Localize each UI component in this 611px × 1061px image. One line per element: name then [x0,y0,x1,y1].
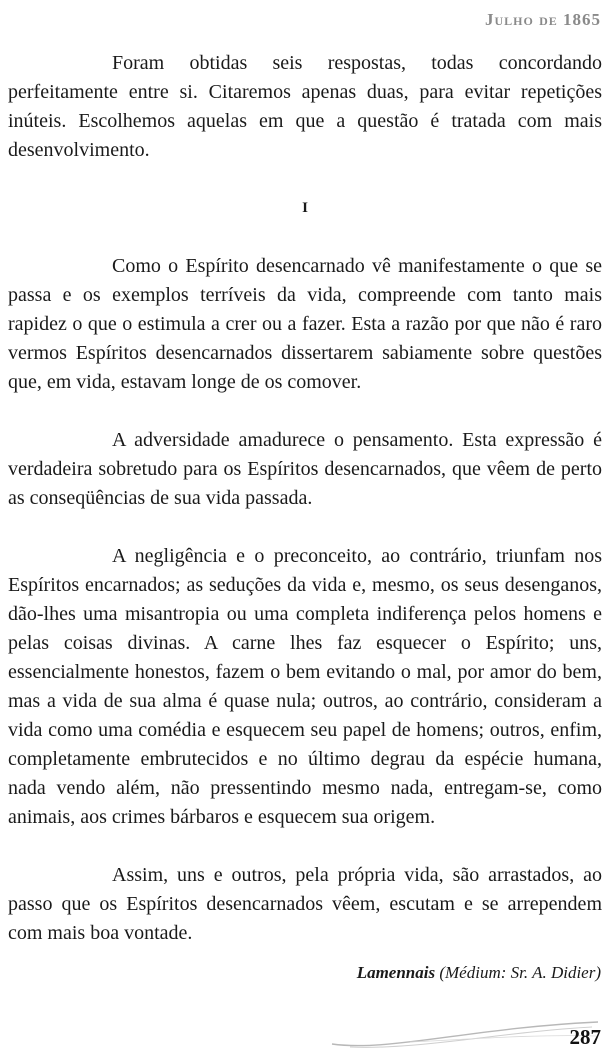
signature-medium: (Médium: Sr. A. Didier) [435,963,601,982]
paragraph-intro: Foram obtidas seis respostas, todas concordando perfeitamente entre si. Citaremos apenas duas, para evitar repetições inúteis. Escolhemos aquelas em que a questão é tratada com mais desenvolvimento. [8,52,602,161]
running-header: Julho de 1865 [484,10,601,29]
signature [357,963,601,983]
section-number: I [302,200,308,216]
paragraph: A negligência e o preconceito, ao contrário, triunfam nos Espíritos encarnados; as seduções da vida e, mesmo, os seus desenganos, dão-lhes uma misantropia ou uma completa indiferença pelos homens e pelas coisas divinas. A carne lhes faz esquecer o Espírito; uns, essencialmente honestos, fazem o bem evitando o mal, por amor do bem, mas a vida de sua alma é quase nula; outros, ao contrário, consideram a vida como uma comédia e esquecem seu papel de homens; outros, enfim, completamente embrutecidos e no último degrau da espécie humana, nada vendo além, não pressentindo mesmo nada, entregam-se, como animais, aos crimes bárbaros e esquecem sua origem. [8,545,602,828]
paragraph: Como o Espírito desencarnado vê manifestamente o que se passa e os exemplos terríveis da vida, compreende com tanto mais rapidez o que o estimula a crer ou a fazer. Esta a razão por que não é raro vermos Espíritos desencarnados dissertarem sabiamente sobre questões que, em vida, estavam longe de os comover. [8,255,602,393]
page-body [8,49,602,977]
signature-author: Lamennais [356,963,436,982]
page-number: 287 [569,1025,601,1049]
paragraph: Assim, uns e outros, pela própria vida, são arrastados, ao passo que os Espíritos desencarnados vêem, escutam e se arrependem com mais boa vontade. [8,864,602,944]
footer-swash-ornament [330,1014,600,1054]
paragraph: A adversidade amadurece o pensamento. Esta expressão é verdadeira sobretudo para os Espíritos desencarnados, que vêem de perto as conseqüências de sua vida passada. [8,429,602,509]
